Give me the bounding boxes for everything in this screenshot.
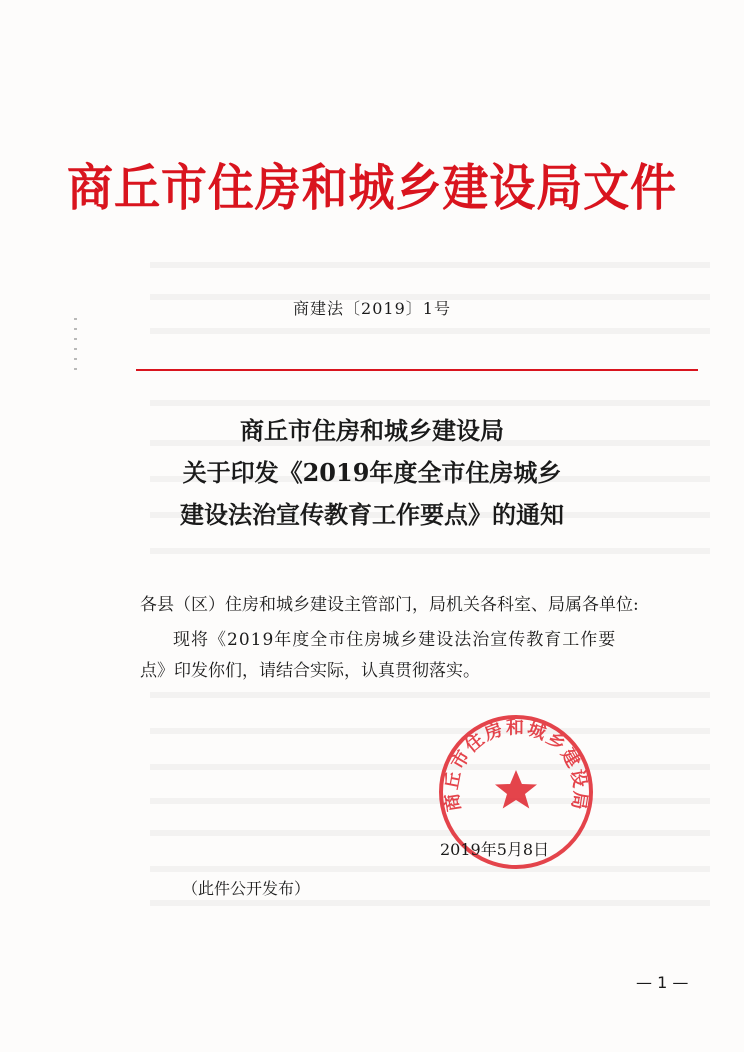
bleed-through-line bbox=[150, 400, 710, 406]
bleed-through-line bbox=[150, 328, 710, 334]
notice-title bbox=[0, 410, 744, 536]
bleed-through-line bbox=[150, 728, 710, 734]
notice-title-line: 关于印发《2019年度全市住房城乡 bbox=[182, 458, 562, 487]
body-paragraph-line: 点》印发你们，请结合实际，认真贯彻落实。 bbox=[140, 661, 480, 681]
seal-text-path: 商丘市住房和城乡建设局 bbox=[441, 717, 591, 813]
notice-title-line: 商丘市住房和城乡建设局 bbox=[240, 416, 504, 445]
binding-marks bbox=[74, 318, 77, 378]
issue-date: 2019年5月8日 bbox=[440, 840, 550, 859]
body-paragraph-line: 现将《2019年度全市住房城乡建设法治宣传教育工作要 bbox=[173, 630, 617, 650]
notice-title-line: 建设法治宣传教育工作要点》的通知 bbox=[180, 500, 564, 529]
bleed-through-line bbox=[150, 830, 710, 836]
bleed-through-line bbox=[150, 692, 710, 698]
red-separator-line bbox=[136, 369, 698, 371]
star-icon bbox=[495, 770, 537, 809]
disclosure-note: （此件公开发布） bbox=[182, 879, 311, 898]
bleed-through-line bbox=[150, 548, 710, 554]
bleed-through-line bbox=[150, 866, 710, 872]
page-number: — 1 — bbox=[636, 973, 689, 992]
bleed-through-line bbox=[150, 764, 710, 770]
issuing-authority-header: 商丘市住房和城乡建设局文件 bbox=[67, 159, 677, 217]
bleed-through-line bbox=[150, 262, 710, 268]
addressee-line: 各县（区）住房和城乡建设主管部门，局机关各科室、局属各单位: bbox=[140, 595, 639, 615]
bleed-through-line bbox=[150, 798, 710, 804]
document-number: 商建法〔2019〕1号 bbox=[293, 299, 451, 318]
